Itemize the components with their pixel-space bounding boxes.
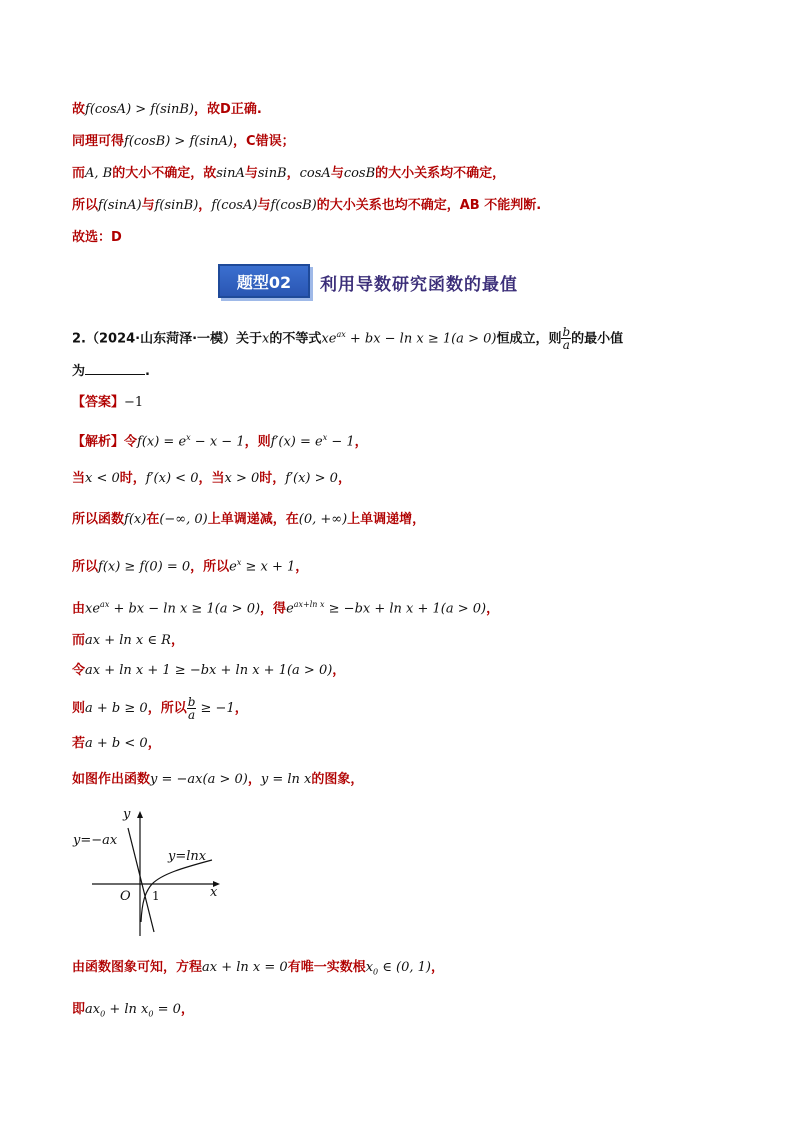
- solution-line: 所以f(x) ≥ f(0) = 0，所以$e^x \ge x + 1$，: [72, 558, 309, 575]
- section-title: 利用导数研究函数的最值: [320, 275, 518, 295]
- y-axis-arrow: [137, 811, 143, 818]
- math-expr: cosB: [343, 166, 376, 181]
- solution-line: 如图作出函数y = −ax(a > 0)，y = ln x的图象，: [72, 772, 364, 787]
- solution-line: 所以函数f(x)在(−∞, 0)上单调递减，在(0, +∞)上单调递增，: [72, 512, 426, 527]
- math-expr: f(sinB): [154, 198, 199, 213]
- solution-line: 【解析】令$f(x) = e^x - x - 1$，则$f'(x) = e^x - 1$，: [72, 433, 368, 450]
- math-expr: cosA: [299, 166, 331, 181]
- math-expr: f(sinA): [98, 198, 142, 213]
- text-line: 故选：D: [72, 230, 122, 245]
- math-expr: f(cosB): [270, 198, 317, 213]
- fraction: $\frac{b}{a}$: [562, 325, 571, 353]
- label-lnx: y=lnx: [168, 849, 207, 864]
- math-expr: sinA: [216, 166, 245, 181]
- math-expr: f(cosA) > f(sinB): [85, 102, 195, 117]
- solution-line: 则a + b ≥ 0，所以 $\frac{b}{a}$ ≥ −1，: [72, 695, 248, 722]
- answer-label: 【答案】: [72, 395, 125, 410]
- text-line: 故f(cosA) > f(sinB)，故D正确.: [72, 102, 262, 117]
- solution-line: 即$ax_0 + \ln x_0 = 0$，: [72, 1002, 194, 1019]
- text-line: 所以f(sinA)与f(sinB)，f(cosA)与f(cosB)的大小关系也均不确定，AB 不能判断.: [72, 198, 542, 213]
- section-badge: 题型02: [218, 264, 310, 298]
- label-neg-ax: y=−ax: [73, 833, 118, 848]
- x-axis-label: x: [210, 885, 218, 900]
- origin-label: O: [120, 889, 131, 904]
- text-line: 而A, B的大小不确定，故sinA与sinB，cosA与cosB的大小关系均不确定，: [72, 166, 506, 181]
- section-header: [218, 262, 618, 302]
- math-expr: f(cosB) > f(sinA): [124, 134, 234, 149]
- fraction: $\frac{b}{a}$: [187, 695, 196, 722]
- solution-line: 令ax + ln x + 1 ≥ −bx + ln x + 1(a > 0)，: [72, 663, 346, 678]
- problem-line: 为 .: [72, 360, 150, 382]
- answer-line: [72, 393, 143, 413]
- math-expr: A, B: [85, 166, 113, 181]
- y-axis-label: y: [123, 807, 131, 822]
- solution-line: 而ax + ln x ∈ R，: [72, 633, 184, 648]
- text-line: 同理可得f(cosB) > f(sinA)，C错误；: [72, 134, 295, 149]
- problem-line: 2.（2024·山东菏泽·一模）关于x的不等式$xe^{ax}$ + bx − ln x ≥ 1(a > 0)恒成立，则 $\frac{b}{a}$ 的最小值: [72, 325, 624, 353]
- tick-1-label: 1: [152, 889, 160, 903]
- math-expr: sinB: [257, 166, 287, 181]
- function-graph: [70, 800, 230, 940]
- solution-line: 若a + b < 0，: [72, 736, 161, 751]
- solution-line: 当x < 0时，f′(x) < 0，当x > 0时，f′(x) > 0，: [72, 471, 351, 486]
- solution-line: 由$xe^{ax}$ + bx − ln x ≥ 1(a > 0)，得$e^{ax+ln x} \ge -bx + \ln x + 1(a > 0)$，: [72, 600, 500, 617]
- answer-blank: [85, 360, 145, 375]
- math-expr: f(cosA): [211, 198, 258, 213]
- solution-line: 由函数图象可知，方程ax + ln x = 0有唯一实数根$x_0$ ∈ (0, 1)，: [72, 960, 444, 977]
- answer-value: −1: [124, 395, 144, 410]
